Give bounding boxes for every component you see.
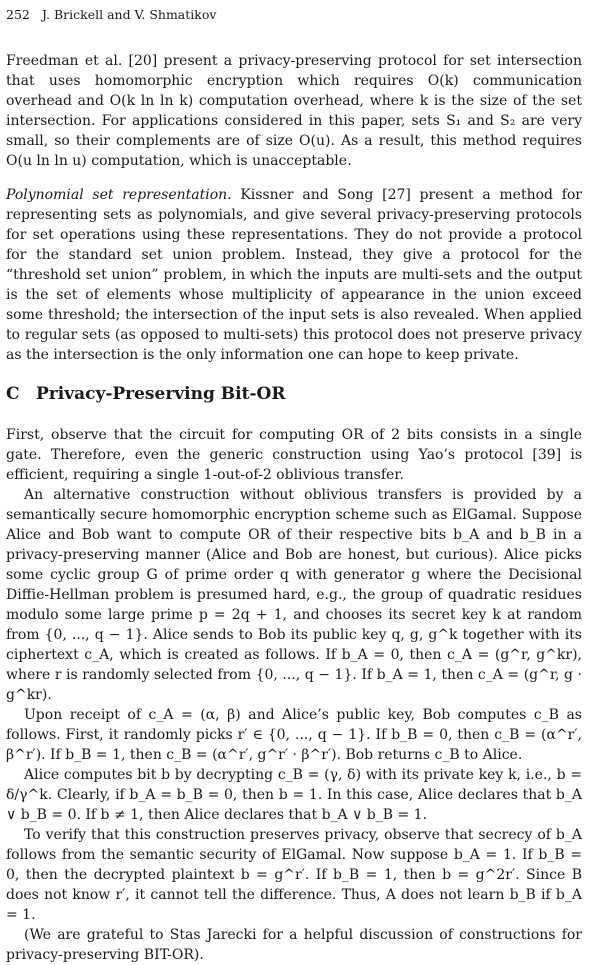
- running-head-authors: J. Brickell and V. Shmatikov: [41, 7, 217, 22]
- paragraph-bob-response: Upon receipt of c_A = (α, β) and Alice’s public key, Bob computes c_B as follows. First, it randomly picks r′ ∈ {0, ..., q − 1}. If b_B = 0, then c_B = (α^r′, β^r′). If b_B = 1, then c_B = (α^r′, g^r′ · β^r′). Bob returns c_B to Alice.: [6, 707, 582, 763]
- running-head: [6, 8, 582, 22]
- paragraph-alice-decrypt: Alice computes bit b by decrypting c_B = (γ, δ) with its private key k, i.e., b = δ/γ^k. Clearly, if b_A = b_B = 0, then b = 1. In this case, Alice declares that b_A ∨ b_B = 0. If b ≠ 1, then Alice declares that b_A ∨ b_B = 1.: [6, 767, 582, 823]
- paragraph-polynomial-set: [6, 185, 582, 365]
- paragraph-lead-in: Polynomial set representation.: [6, 187, 232, 203]
- section-heading: [6, 383, 582, 405]
- paragraph-acknowledgement: (We are grateful to Stas Jarecki for a helpful discussion of constructions for privacy-preserving BIT-OR).: [6, 927, 582, 963]
- paragraph-freedman: Freedman et al. [20] present a privacy-preserving protocol for set intersection that uses homomorphic encryption which requires O(k) communication overhead and O(k ln ln k) computation overhead, where k is the size of the set intersection. For applications considered in this paper, sets S₁ and S₂ are very small, so their complements are of size O(u). As a result, this method requires O(u ln ln u) computation, which is unacceptable.: [6, 53, 582, 169]
- section-number: C: [6, 384, 20, 404]
- paragraph-polynomial-body: Kissner and Song [27] present a method for representing sets as polynomials, and give several privacy-preserving protocols for set operations using these representations. They do not provide a protocol for the standard set union problem. Instead, they give a protocol for the “threshold set union” problem, in which the inputs are multi-sets and the output is the set of elements whose multiplicity of appearance in the union exceed some threshold; the intersection of the input sets is also revealed. When applied to regular sets (as opposed to multi-sets) this protocol does not preserve privacy as the intersection is the only information one can hope to keep private.: [6, 187, 583, 363]
- page-number: 252: [6, 7, 30, 22]
- paragraph-elgamal-construction: An alternative construction without oblivious transfers is provided by a semantically secure homomorphic encryption scheme such as ElGamal. Suppose Alice and Bob want to compute OR of their respective bits b_A and b_B in a privacy-preserving manner (Alice and Bob are honest, but curious). Alice picks some cyclic group G of prime order q with generator g where the Decisional Diffie-Hellman problem is presumed hard, e.g., the group of quadratic residues modulo some large prime p = 2q + 1, and chooses its secret key k at random from {0, ..., q − 1}. Alice sends to Bob its public key q, g, g^k together with its ciphertext c_A, which is created as follows. If b_A = 0, then c_A = (g^r, g^kr), where r is randomly selected from {0, ..., q − 1}. If b_A = 1, then c_A = (g^r, g · g^kr).: [6, 487, 582, 703]
- paragraph-privacy-proof: To verify that this construction preserves privacy, observe that secrecy of b_A follows from the semantic security of ElGamal. Now suppose b_A = 1. If b_B = 0, then the decrypted plaintext b = g^r′. If b_B = 1, then b = g^2r′. Since B does not know r′, it cannot tell the difference. Thus, A does not learn b_B if b_A = 1.: [6, 827, 582, 923]
- section-title: Privacy-Preserving Bit-OR: [36, 384, 286, 404]
- paragraph-intro: First, observe that the circuit for computing OR of 2 bits consists in a single gate. Therefore, even the generic construction using Yao’s protocol [39] is efficient, requiring a single 1-out-of-2 oblivious transfer.: [6, 427, 582, 483]
